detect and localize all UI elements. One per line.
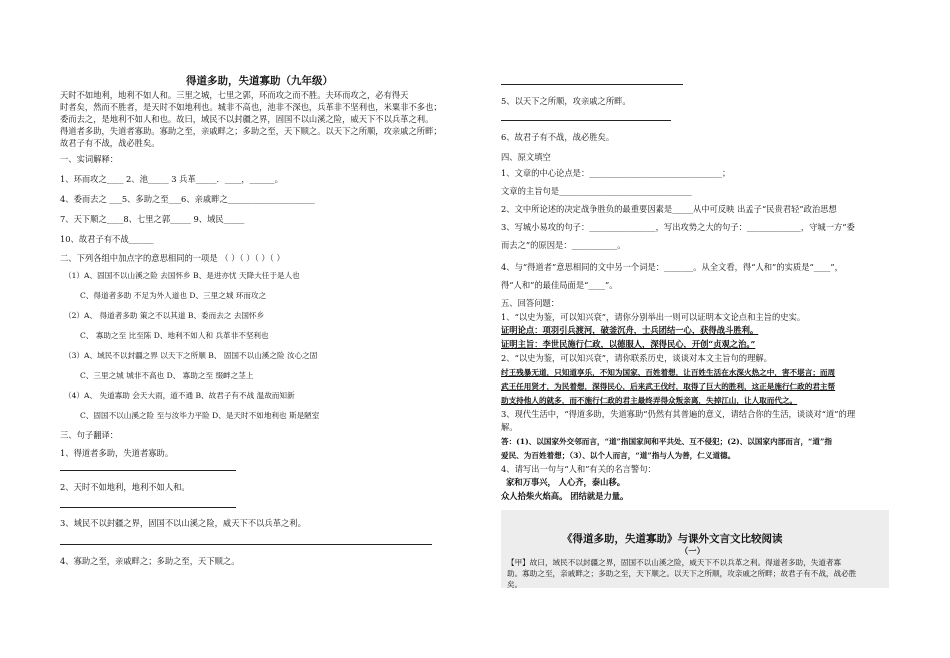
vocab-row-1: 1、环而攻之____ 2、池_____ 3 兵革_____．____，______。 [60, 174, 283, 184]
fill-2: 2、文中所论述的决定战争胜负的最重要因素是_____从中可反映 出孟子“民贵君轻”政治思想 [501, 204, 837, 214]
passage-line-1: 天时不如地利，地利不如人和。三里之城，七里之郭，环而攻之而不胜。夫环而攻之，必有得天 [60, 90, 409, 100]
translate-item-1: 1、得道者多助，失道者寡助。 [60, 448, 174, 458]
question-1: 1、“以史为鉴，可以知兴衰”，请你分别举出一则可以证明本文论点和主旨的史实。 [501, 312, 806, 322]
choice-group-4a: （4）A、 失道寡助 会天大雨，道不通 B、故君子有不战 温故而知新 [64, 391, 295, 400]
excerpt-jia-line-1: 【甲】故曰，域民不以封疆之界，固国不以山溪之险，威天下不以兵革之利。得道者多助，失道者寡 [507, 558, 842, 567]
vocab-row-3: 7、天下顺之____8、七里之郭_____ 9、域民_____ [60, 214, 245, 224]
question-4: 4、请写出一句与“人和”有关的名言警句： [501, 464, 656, 474]
question-2: 2、“以史为鉴，可以知兴衰”，请你联系历史，谈谈对本文主旨句的理解。 [501, 353, 772, 363]
fill-3-line-2: 而去之”的原因是：___________。 [501, 240, 626, 250]
excerpt-jia-line-3: 矣。 [507, 580, 523, 589]
fill-4-line-1: 4、与“得道者”意思相同的文中另一个词是：_______。从全文看，得“人和”的实质是“____”， [501, 262, 843, 272]
section-3-heading: 三、句子翻译： [60, 430, 119, 440]
excerpt-jia-line-2: 助。寡助之至，亲戚畔之；多助之至，天下顺之。以天下之所顺，攻亲戚之所畔；故君子有不战，战必胜 [507, 569, 857, 578]
question-3-line-2: 解。 [501, 422, 518, 432]
answer-3-line-1: 答：(1)、以国家外交邻而言，“道”指国家间和平共处、互不侵犯；(2)、以国家内部而言，“道”指 [501, 437, 832, 446]
answer-line-3 [60, 544, 432, 545]
choice-group-1b: C、得道者多助 不足为外人道也 D、三里之城 环而攻之 [80, 291, 267, 300]
answer-line-4 [501, 84, 683, 85]
answer-2-line-1: 纣王残暴无道，只知道享乐，不知为国家、百姓着想，让百姓生活在水深火热之中，害不堪言；而周 [501, 368, 836, 377]
comparative-reading-title: 《得道多助，失道寡助》与课外文言文比较阅读 [562, 533, 783, 545]
section-1-heading: 一、实词解释： [60, 154, 119, 164]
answer-1-theme: 证明主旨：李世民施行仁政，以德服人，深得民心，开创“贞观之治。” [501, 339, 756, 349]
passage-line-2: 时者矣，然而不胜者，是天时不如地利也。城非不高也，池非不深也，兵革非不坚利也，米粟非不多也； [60, 102, 442, 112]
answer-line-2 [60, 507, 236, 508]
choice-group-3b: C、三里之城 城非不高也 D、 寡助之至 缀衅之茎上 [80, 371, 254, 380]
fill-3-line-1: 3、写城小易攻的句子：________________，写出攻势之大的句子：_____________，守城一方“委 [501, 222, 855, 232]
choice-group-4b: C、固国不以山溪之险 至与汝毕力平险 D、是天时不如地利也 斯是陋室 [80, 411, 320, 420]
section-2-heading: 二、下列各组中加点字的意思相同的一项是 （ ）（ ）（ ）（ ） [60, 253, 285, 263]
translate-item-6: 6、故君子有不战，战必胜矣。 [501, 132, 615, 142]
answer-1-thesis: 证明论点：项羽引兵渡河，破釜沉舟，士兵团结一心，获得战斗胜利。 [501, 325, 759, 335]
translate-item-4: 4、寡助之至，亲戚畔之；多助之至，天下顺之。 [60, 556, 240, 566]
worksheet-title: 得道多助，失道寡助（九年级） [186, 75, 333, 87]
choice-group-1a: （1）A、固国不以山溪之险 去国怀乡 B、是进亦忧 天降大任于是人也 [64, 271, 300, 280]
choice-group-2b: C、 寡助之至 比至陈 D、地利不如人和 兵革非不坚利也 [80, 331, 269, 340]
passage-line-3: 委而去之，是地利不如人和也。故曰，域民不以封疆之界，固国不以山溪之险，威天下不以兵革之利。 [60, 114, 434, 124]
translate-item-5: 5、以天下之所顺，攻亲戚之所畔。 [501, 96, 631, 106]
passage-line-4: 得道者多助，失道者寡助。寡助之至，亲戚畔之；多助之至，天下顺之。以天下之所顺，攻亲戚之所畔； [60, 126, 442, 136]
section-5-heading: 五、回答问题： [501, 298, 560, 308]
choice-group-3a: （3）A、域民不以封疆之界 以天下之所顺 B、 固国不以山溪之险 汝心之固 [64, 351, 318, 360]
translate-item-3: 3、域民不以封疆之界，固国不以山溪之险，威天下不以兵革之利。 [60, 518, 306, 528]
answer-4-line-1: 家和万事兴， 人心齐，泰山移。 [506, 477, 626, 487]
answer-4-line-2: 众人拾柴火焰高。 团结就是力量。 [501, 491, 629, 501]
vocab-row-4: 10、故君子有不战______ [60, 234, 154, 244]
question-3-line-1: 3、现代生活中，“得道多助，失道寡助”仍然有其普遍的意义，请结合你的生活，谈谈对“道”的理 [501, 409, 856, 419]
answer-line-1 [60, 470, 236, 471]
vocab-row-2: 4、委而去之 ___5、多助之至___6、亲戚畔之_____________________ [60, 194, 315, 204]
comparative-reading-part: （一） [680, 546, 705, 556]
translate-item-2: 2、天时不如地利，地利不如人和。 [60, 482, 190, 492]
answer-2-line-3: 助支持他人的就多，而不施行仁政的君主最终弄得众叛亲离，失掉江山，让人取而代之。 [501, 396, 798, 405]
answer-3-line-2: 爱民、为百姓着想；（3）、以个人而言，“道”指与人为善，仁义道德。 [501, 451, 736, 460]
choice-group-2a: （2）A、 得道者多助 策之不以其道 B、委而去之 去国怀乡 [64, 311, 265, 320]
fill-1-line-1: 1、文章的中心论点是：________________________________； [501, 168, 731, 178]
answer-line-5 [501, 120, 671, 121]
passage-line-5: 故君子有不战，战必胜矣。 [60, 138, 160, 148]
answer-2-line-2: 武王任用贤才，为民着想，深得民心，后来武王伐纣，取得了巨大的胜利，这正是施行仁政的君主帮 [501, 382, 836, 391]
section-4-heading: 四、原文填空 [501, 152, 551, 162]
fill-1-line-2: 文章的主旨句是________________________________ [501, 186, 692, 196]
fill-4-line-2: 得“人和”的最佳局面是“____”。 [501, 280, 618, 290]
